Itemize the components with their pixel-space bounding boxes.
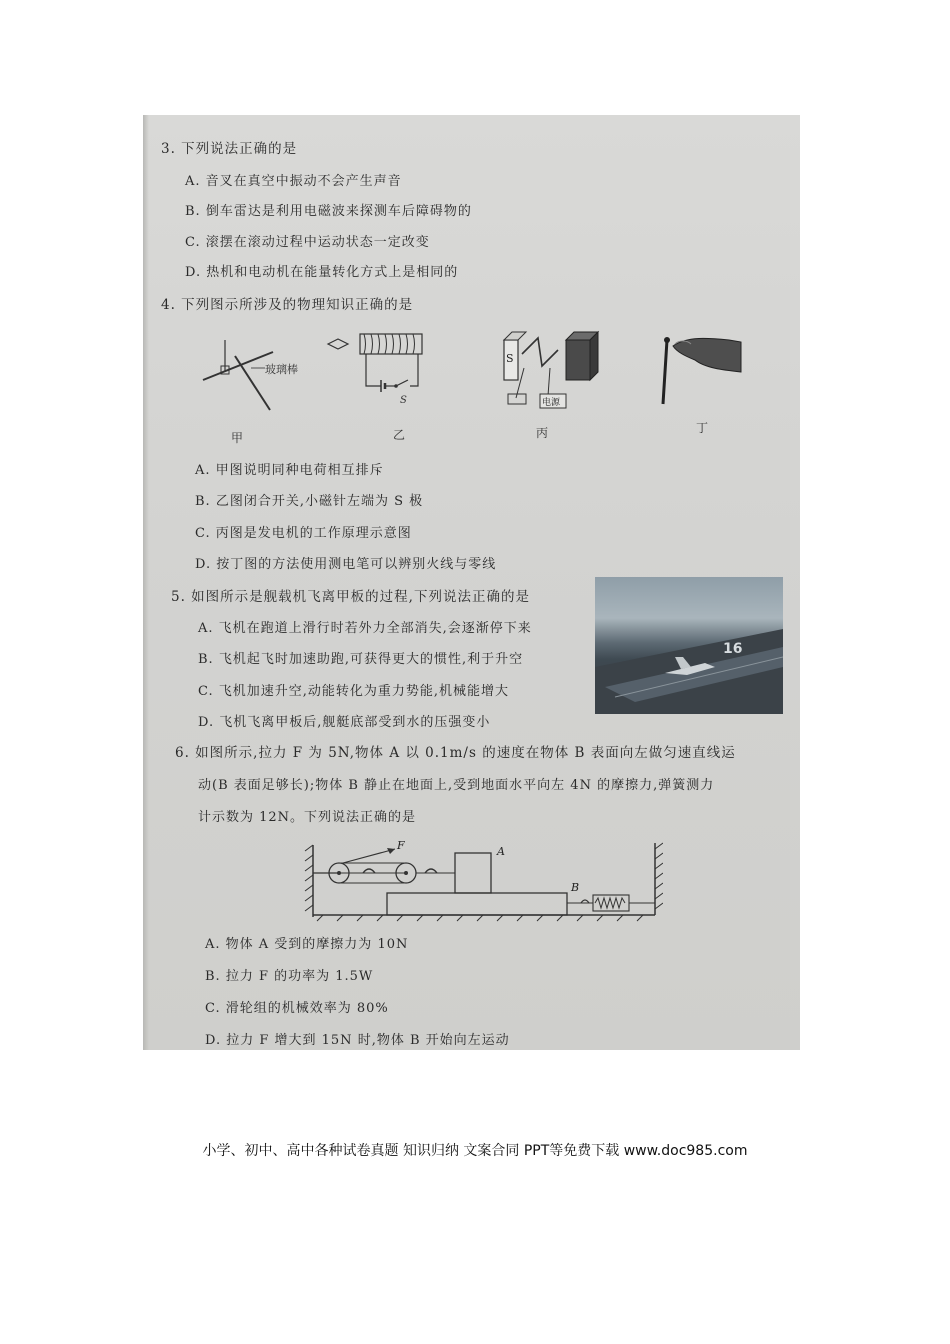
q4-option-d: D. 按丁图的方法使用测电笔可以辨别火线与零线 (195, 557, 497, 572)
object-a-label: A (497, 845, 505, 858)
q5-option-b: B. 飞机起飞时加速助跑,可获得更大的惯性,利于升空 (198, 652, 524, 667)
deck-number-icon: 16 (723, 641, 743, 657)
figure-yi-solenoid (326, 330, 446, 415)
figure-label-yi: 乙 (393, 428, 406, 442)
figure-pulley-system (303, 837, 663, 925)
figure-jia-glass-rod (195, 330, 315, 415)
q5-stem: 5. 如图所示是舰载机飞离甲板的过程,下列说法正确的是 (171, 589, 530, 605)
scanned-exam-photo (143, 115, 800, 1050)
q5-option-c: C. 飞机加速升空,动能转化为重力势能,机械能增大 (198, 684, 510, 699)
q6-stem-line-2: 动(B 表面足够长);物体 B 静止在地面上,受到地面水平向左 4N 的摩擦力,弹簧测力 (198, 778, 715, 793)
q5-option-d: D. 飞机飞离甲板后,舰艇底部受到水的压强变小 (198, 715, 491, 730)
q4-option-a: A. 甲图说明同种电荷相互排斥 (195, 463, 384, 478)
power-source-label: 电源 (542, 398, 561, 408)
carrier-deck-illustration (595, 577, 783, 714)
q3-option-d: D. 热机和电动机在能量转化方式上是相同的 (185, 265, 459, 280)
aircraft-carrier-photo (595, 577, 783, 714)
q3-option-a: A. 音叉在真空中振动不会产生声音 (185, 174, 402, 189)
q3-option-b: B. 倒车雷达是利用电磁波来探测车后障碍物的 (185, 204, 472, 219)
q6-option-b: B. 拉力 F 的功率为 1.5W (205, 969, 374, 984)
switch-s-label: S (400, 395, 407, 406)
figure-bing-motor (498, 320, 608, 415)
q5-option-a: A. 飞机在跑道上滑行时若外力全部消失,会逐渐停下来 (198, 621, 532, 636)
q4-stem: 4. 下列图示所涉及的物理知识正确的是 (161, 297, 414, 313)
glass-rod-label: 玻璃棒 (265, 363, 298, 376)
magnet-s-label: S (506, 352, 514, 365)
figure-label-jia: 甲 (231, 431, 244, 445)
q6-stem-line-1: 6. 如图所示,拉力 F 为 5N,物体 A 以 0.1m/s 的速度在物体 B 表面向左做匀速直线运 (175, 745, 736, 761)
q4-option-b: B. 乙图闭合开关,小磁针左端为 S 极 (195, 494, 424, 509)
q6-option-d: D. 拉力 F 增大到 15N 时,物体 B 开始向左运动 (205, 1033, 510, 1048)
force-f-label: F (397, 839, 405, 852)
object-b-label: B (571, 881, 580, 894)
footer-download-note: 小学、初中、高中各种试卷真题 知识归纳 文案合同 PPT等免费下载 www.doc985.com (202, 1143, 748, 1159)
q6-option-a: A. 物体 A 受到的摩擦力为 10N (205, 937, 409, 952)
q3-option-c: C. 滚摆在滚动过程中运动状态一定改变 (185, 235, 430, 250)
figure-label-bing: 丙 (536, 426, 549, 440)
figure-ding-test-pen (653, 320, 743, 410)
q3-stem: 3. 下列说法正确的是 (161, 141, 298, 157)
q6-option-c: C. 滑轮组的机械效率为 80% (205, 1001, 389, 1016)
figure-label-ding: 丁 (696, 421, 709, 435)
q4-option-c: C. 丙图是发电机的工作原理示意图 (195, 526, 412, 541)
q6-stem-line-3: 计示数为 12N。下列说法正确的是 (198, 810, 417, 825)
